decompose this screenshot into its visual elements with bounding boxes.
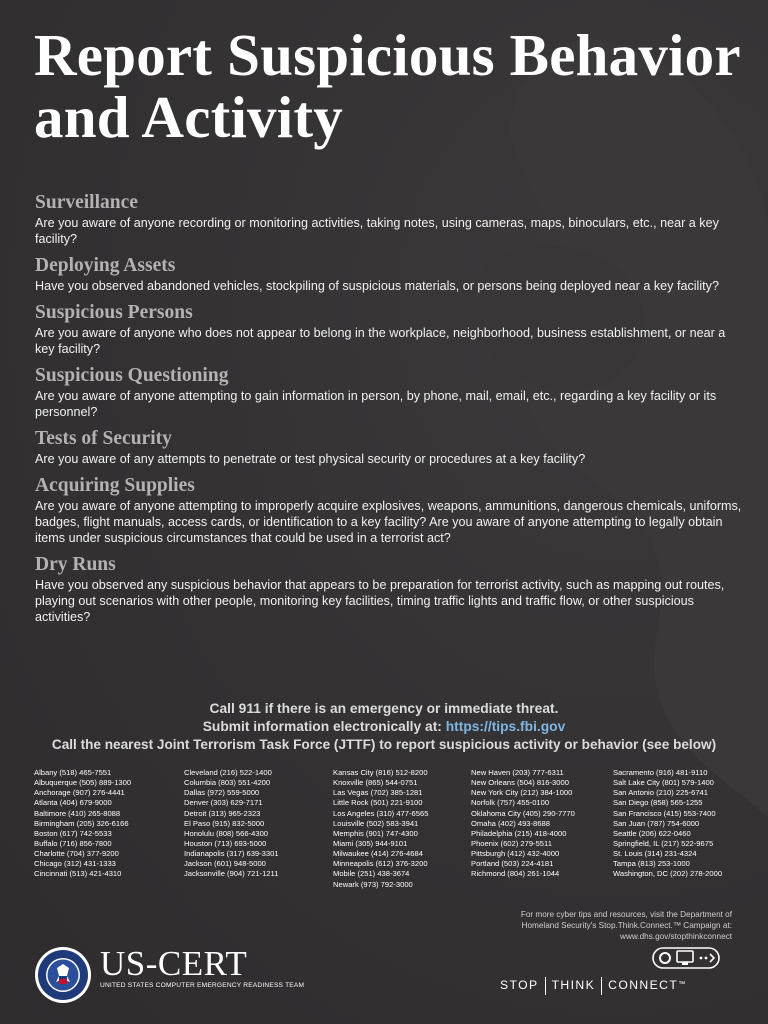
office-entry: Anchorage (907) 276-4441 — [34, 788, 125, 798]
office-entry: Minneapolis (612) 376-3200 — [333, 859, 428, 869]
office-entry: Norfolk (757) 455-0100 — [471, 798, 550, 808]
more-info — [492, 909, 732, 942]
office-entry: Buffalo (716) 856-7800 — [34, 838, 112, 848]
office-entry: Columbia (803) 551-4200 — [184, 778, 271, 788]
section-text: Are you aware of anyone recording or monitoring activities, taking notes, using cameras, maps, binoculars, etc., near a key facility? — [35, 216, 719, 246]
office-entry: Baltimore (410) 265-8088 — [34, 808, 121, 818]
section-heading: Suspicious Questioning — [35, 365, 229, 386]
office-entry: St. Louis (314) 231-4324 — [613, 849, 697, 859]
office-entry: New Haven (203) 777-6311 — [471, 768, 564, 777]
office-entry: Dallas (972) 559-5000 — [184, 788, 260, 798]
office-entry: Boston (617) 742-5533 — [34, 828, 112, 838]
section-text: Have you observed any suspicious behavior that appears to be preparation for terrorist activity, such as mapping out routes, playing out scenarios with other people, monitoring key facilities, timing traffic lights and traffic flow, or other suspicious activities? — [35, 578, 725, 624]
section-text: Have you observed abandoned vehicles, stockpiling of suspicious materials, or persons being deployed near a key facility? — [35, 279, 719, 293]
section-text: Are you aware of anyone who does not appear to belong in the workplace, neighborhood, business establishment, or near a key facility? — [35, 326, 726, 356]
office-entry: Chicago (312) 431-1333 — [34, 859, 116, 869]
stop-think-connect-icon — [652, 946, 720, 970]
office-entry: Memphis (901) 747-4300 — [333, 828, 418, 838]
office-entry: Miami (305) 944-9101 — [333, 838, 408, 848]
section-text: Are you aware of any attempts to penetrate or test physical security or procedures at a key facility? — [35, 452, 586, 466]
office-entry: Kansas City (816) 512-8200 — [333, 768, 428, 777]
section-text: Are you aware of anyone attempting to improperly acquire explosives, weapons, ammunitions, dangerous chemicals, uniforms, badges, flight manuals, access cards, or identification to a key facility? Are you aware of anyone attempting to legally obtain items under suspicious circumstances that could be used in a terrorist act? — [35, 499, 742, 545]
office-entry: Los Angeles (310) 477-6565 — [333, 808, 429, 818]
office-entry: Cincinnati (513) 421-4310 — [34, 869, 122, 879]
office-entry: Portland (503) 224-4181 — [471, 859, 554, 869]
office-entry: Birmingham (205) 326-6166 — [34, 818, 129, 828]
office-column — [34, 768, 131, 880]
stc-connect: CONNECT — [608, 978, 679, 992]
office-entry: Indianapolis (317) 639-3301 — [184, 849, 279, 859]
section-heading: Acquiring Supplies — [35, 475, 195, 496]
office-entry: Little Rock (501) 221-9100 — [333, 798, 423, 808]
office-entry: San Antonio (210) 225-6741 — [613, 788, 708, 798]
office-entry: Honolulu (808) 566-4300 — [184, 828, 269, 838]
office-entry: Atlanta (404) 679-9000 — [34, 798, 112, 808]
office-entry: Tampa (813) 253-1000 — [613, 859, 690, 869]
stop-think-connect-wordmark — [500, 976, 736, 995]
uscert-subtitle: UNITED STATES COMPUTER EMERGENCY READINESS TEAM — [100, 982, 305, 989]
divider — [545, 977, 546, 995]
office-entry: Cleveland (216) 522-1400 — [184, 768, 272, 777]
section-tests-of-security — [35, 427, 745, 467]
dhs-seal-icon — [34, 946, 92, 1004]
office-entry: Philadelphia (215) 418-4000 — [471, 828, 567, 838]
office-entry: New York City (212) 384-1000 — [471, 788, 573, 798]
office-entry: Louisville (502) 583-3941 — [333, 818, 419, 828]
office-entry: Las Vegas (702) 385-1281 — [333, 788, 423, 798]
office-entry: Albany (518) 465-7551 — [34, 768, 112, 777]
section-dry-runs — [35, 553, 745, 625]
jttf-line: Call the nearest Joint Terrorism Task Force (JTTF) to report suspicious activity or behavior (see below) — [51, 737, 717, 752]
section-heading: Tests of Security — [35, 428, 172, 449]
office-column — [333, 768, 428, 890]
office-entry: Milwaukee (414) 276-4684 — [333, 849, 423, 859]
section-heading: Deploying Assets — [35, 255, 176, 276]
office-entry: Phoenix (602) 279-5511 — [471, 838, 552, 848]
office-entry: Oklahoma City (405) 290-7770 — [471, 808, 575, 818]
office-entry: Newark (973) 792-3000 — [333, 879, 413, 889]
more-info-line: For more cyber tips and resources, visit the Department of — [520, 910, 732, 919]
office-entry: San Francisco (415) 553-7400 — [613, 808, 716, 818]
section-text: Are you aware of anyone attempting to gain information in person, by phone, mail, email, etc., regarding a key facility or its personnel? — [35, 389, 717, 419]
stc-stop: STOP — [500, 978, 539, 992]
jttf-office-list — [34, 768, 754, 898]
uscert-logo: US-CERT — [100, 944, 248, 983]
stc-think: THINK — [551, 978, 596, 992]
office-column — [184, 768, 279, 880]
office-entry: Pittsburgh (412) 432-4000 — [471, 849, 560, 859]
emergency-line: Call 911 if there is an emergency or immediate threat. — [209, 701, 559, 716]
office-entry: San Juan (787) 754-6000 — [613, 818, 700, 828]
office-entry: Detroit (313) 965-2323 — [184, 808, 261, 818]
behavior-sections — [35, 191, 745, 632]
trademark: ™ — [678, 981, 686, 988]
section-heading: Suspicious Persons — [35, 302, 193, 323]
more-info-line: Homeland Security's Stop.Think.Connect.™ Campaign at: — [521, 921, 732, 930]
office-entry: Denver (303) 629-7171 — [184, 798, 263, 808]
office-column — [613, 768, 722, 880]
section-deploying-assets — [35, 254, 745, 294]
section-suspicious-persons — [35, 301, 745, 357]
section-surveillance — [35, 191, 745, 247]
office-column — [471, 768, 575, 880]
office-entry: Jacksonville (904) 721-1211 — [184, 869, 279, 879]
call-to-action — [0, 700, 768, 754]
tips-link[interactable]: https://tips.fbi.gov — [445, 719, 566, 734]
office-entry: Houston (713) 693-5000 — [184, 838, 267, 848]
office-entry: Charlotte (704) 377-9200 — [34, 849, 119, 859]
office-entry: Knoxville (865) 544-0751 — [333, 778, 418, 788]
submit-prefix: Submit information electronically at: — [202, 719, 446, 734]
office-entry: New Orleans (504) 816-3000 — [471, 778, 569, 788]
page-title: Report Suspicious Behavior and Activity — [34, 22, 740, 150]
office-entry: El Paso (915) 832-5000 — [184, 818, 265, 828]
office-entry: Richmond (804) 261-1044 — [471, 869, 560, 879]
divider — [601, 977, 602, 995]
office-entry: San Diego (858) 565-1255 — [613, 798, 703, 808]
office-entry: Albuquerque (505) 889-1300 — [34, 778, 132, 788]
office-entry: Mobile (251) 438-3674 — [333, 869, 410, 879]
office-entry: Seattle (206) 622-0460 — [613, 828, 691, 838]
section-heading: Surveillance — [35, 192, 138, 213]
section-heading: Dry Runs — [35, 554, 116, 575]
section-suspicious-questioning — [35, 364, 745, 420]
dhs-link[interactable]: www.dhs.gov/stopthinkconnect — [620, 932, 732, 941]
submit-line — [0, 718, 768, 736]
section-acquiring-supplies — [35, 474, 745, 546]
office-entry: Salt Lake City (801) 579-1400 — [613, 778, 714, 788]
office-entry: Jackson (601) 948-5000 — [184, 859, 266, 869]
office-entry: Springfield, IL (217) 522-9675 — [613, 838, 714, 848]
office-entry: Washington, DC (202) 278-2000 — [613, 869, 723, 879]
office-entry: Sacramento (916) 481-9110 — [613, 768, 708, 777]
office-entry: Omaha (402) 493-8688 — [471, 818, 550, 828]
